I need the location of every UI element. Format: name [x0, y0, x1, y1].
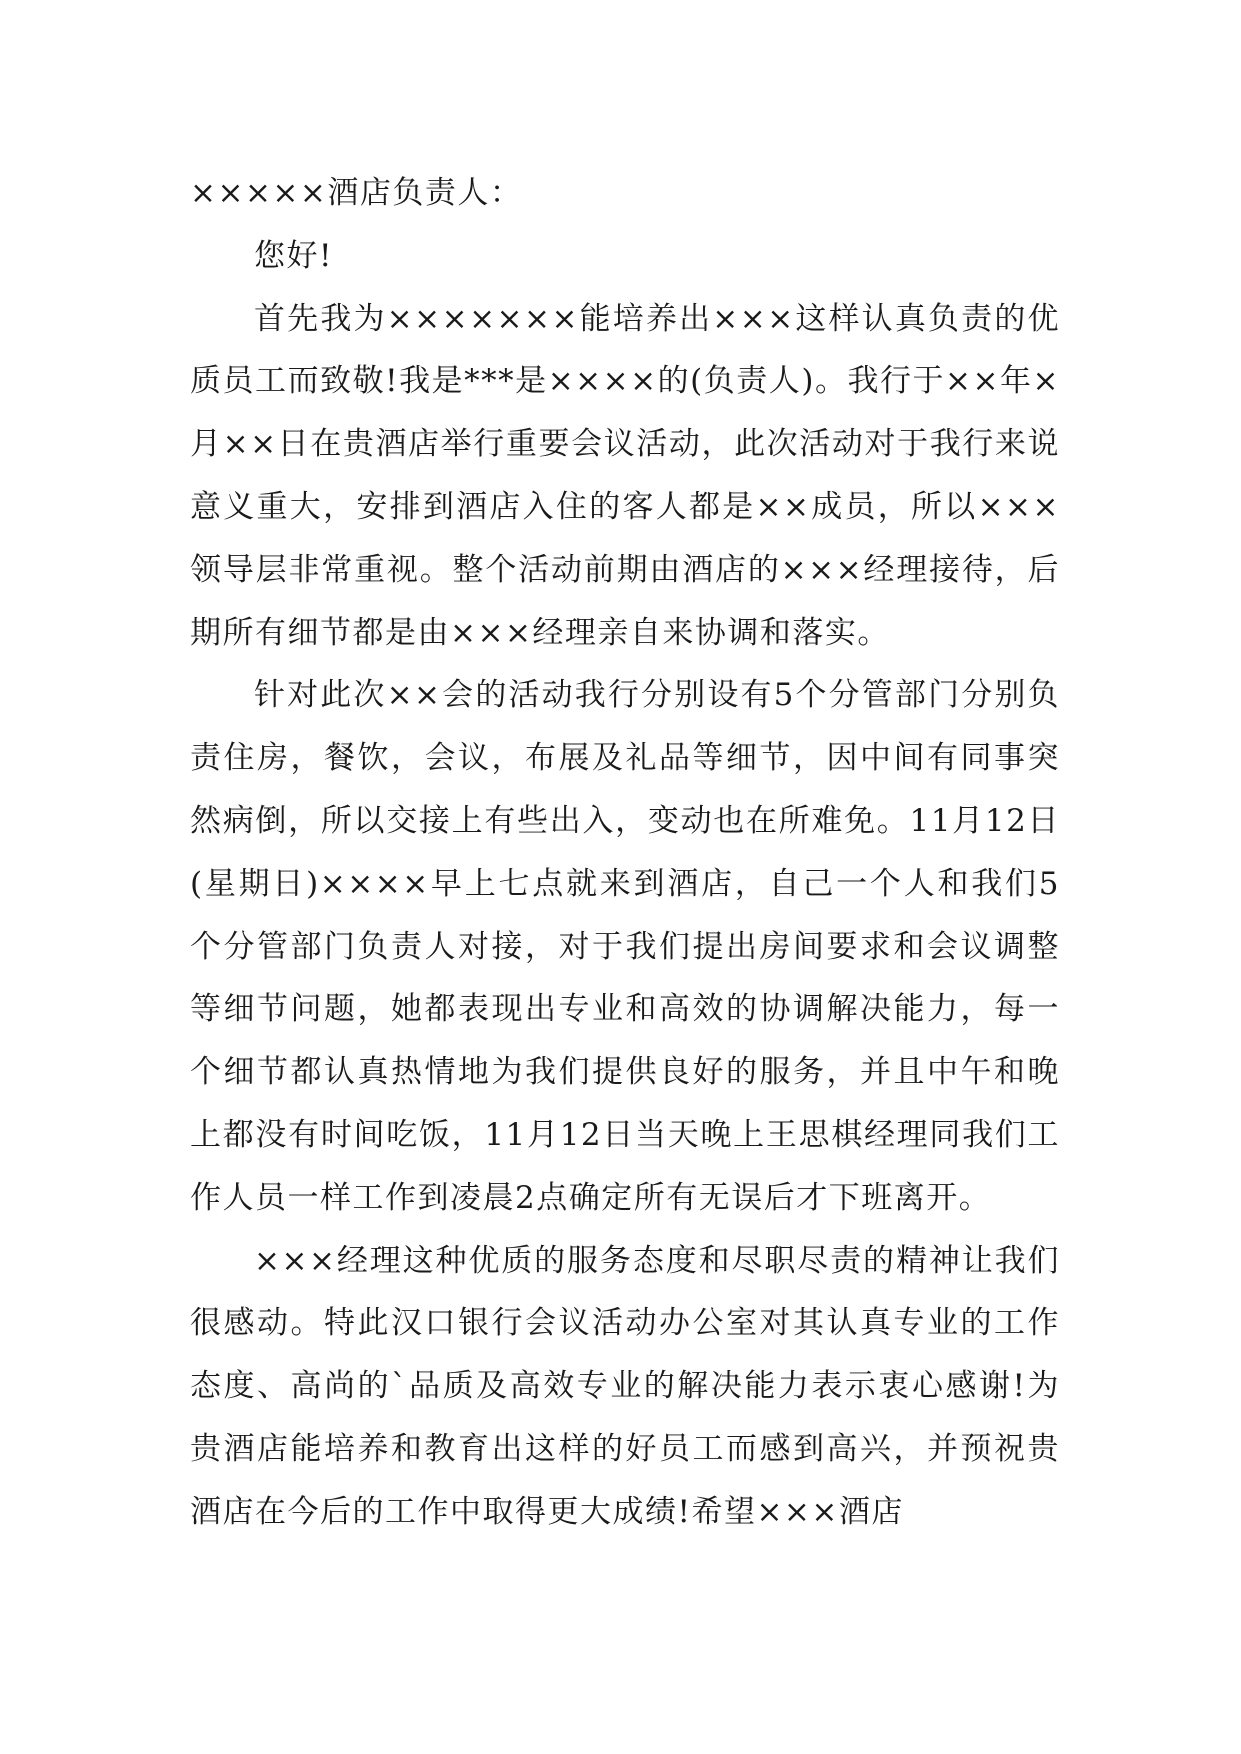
letter-greeting: 您好! [254, 237, 333, 274]
letter-salutation: ×××××酒店负责人： [190, 175, 523, 211]
letter-paragraph-3: ×××经理这种优质的服务态度和尽职尽责的精神让我们很感动。特此汉口银行会议活动办公室对其认真专业的工作态度、高尚的`品质及高效专业的解决能力表示衷心感谢!为贵酒店能培养和教育出这样的好员工而感到高兴，并预祝贵酒店在今后的工作中取得更大成绩!希望×××酒店 [190, 1242, 1060, 1530]
letter-paragraph-2: 针对此次××会的活动我行分别设有5个分管部门分别负责住房，餐饮，会议，布展及礼品等细节，因中间有同事突然病倒，所以交接上有些出入，变动也在所难免。11月12日(星期日)××××早上七点就来到酒店，自己一个人和我们5个分管部门负责人对接，对于我们提出房间要求和会议调整等细节问题，她都表现出专业和高效的协调解决能力，每一个细节都认真热情地为我们提供良好的服务，并且中午和晚上都没有时间吃饭，11月12日当天晚上王思棋经理同我们工作人员一样工作到凌晨2点确定所有无误后才下班离开。 [190, 677, 1060, 1216]
letter-paragraph-1: 首先我为×××××××能培养出×××这样认真负责的优质员工而致敬!我是***是××××的(负责人)。我行于××年×月××日在贵酒店举行重要会议活动，此次活动对于我行来说意义重大，安排到酒店入住的客人都是××成员，所以×××领导层非常重视。整个活动前期由酒店的×××经理接待，后期所有细节都是由×××经理亲自来协调和落实。 [190, 300, 1060, 651]
letter-body [190, 162, 1060, 1544]
